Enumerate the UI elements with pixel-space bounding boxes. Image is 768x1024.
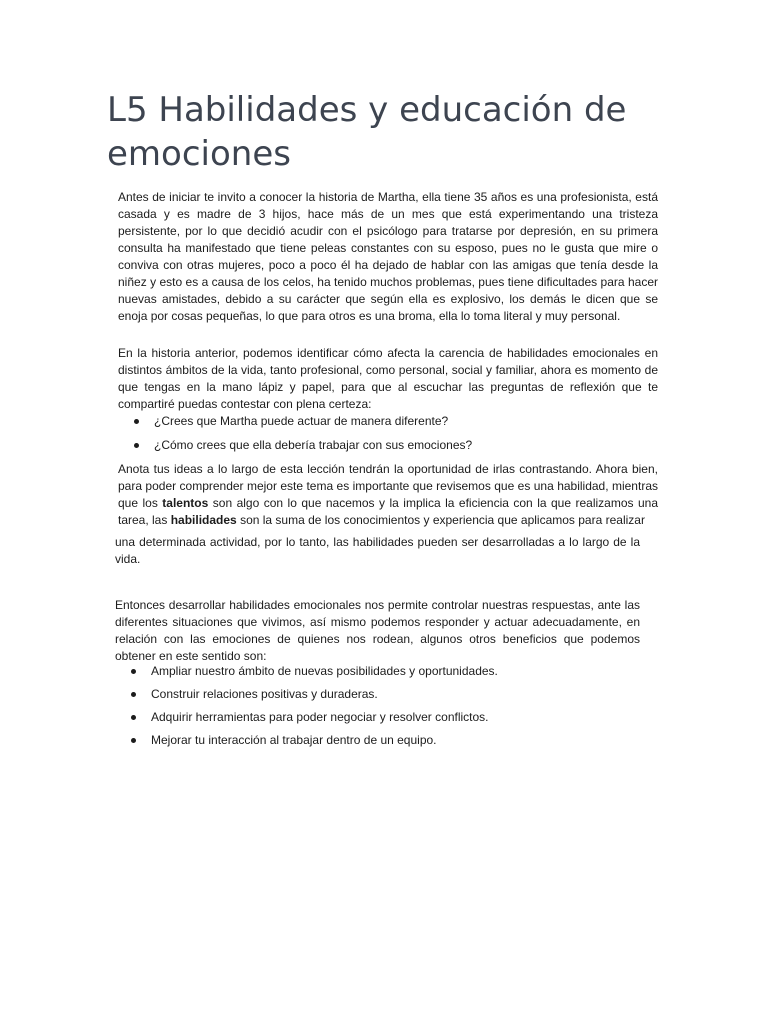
bullet-icon (134, 443, 139, 448)
reflection-questions-list (134, 413, 472, 461)
benefits-text-tail: en este sentido son: (159, 649, 267, 663)
definition-continuation: una determinada actividad, por lo tanto, las habilidades pueden ser desarrolladas a lo largo de la vida. (115, 535, 640, 566)
list-item (131, 709, 498, 726)
benefit-text: Ampliar nuestro ámbito de nuevas posibilidades y oportunidades. (151, 664, 498, 678)
benefit-text: Adquirir herramientas para poder negociar y resolver conflictos. (151, 710, 489, 724)
bullet-icon (131, 738, 136, 743)
list-item (134, 413, 472, 430)
benefits-paragraph (115, 597, 640, 665)
habilidades-term: habilidades (170, 513, 237, 527)
definition-text: son la suma de los conocimientos y experiencia que aplicamos para realizar (236, 513, 645, 527)
benefit-text: Mejorar tu interacción al trabajar dentro de un equipo. (151, 733, 437, 747)
benefits-text: Entonces desarrollar habilidades emocionales nos permite controlar nuestras respuestas, ante las diferentes situaciones que vivimos, así mismo podemos responder y actuar adecuadamente, en relación con las emociones de quienes nos rodean, algunos otros beneficios que podemos obtener (115, 598, 640, 663)
bullet-icon (131, 692, 136, 697)
list-item (131, 686, 498, 703)
list-item (131, 732, 498, 749)
page-title: L5 Habilidades y educación de emociones (107, 90, 627, 174)
definition-text: Anota tus ideas a lo largo de esta lección tendrán la oportunidad de irlas contrastando. Ahora bien, para poder comprender mejor este tema es importante que revisemos que es una habilidad, mientras que los (118, 462, 658, 510)
benefit-text: Construir relaciones positivas y duraderas. (151, 687, 378, 701)
list-item (134, 437, 472, 454)
intro-paragraph: Antes de iniciar te invito a conocer la historia de Martha, ella tiene 35 años es una profesionista, está casada y es madre de 3 hijos, hace más de un mes que está experimentando una tristeza persistente, por lo que decidió acudir con el psicólogo para tratarse por depresión, en su primera consulta ha manifestado que tiene peleas constantes con su esposo, pues no le gusta que mire o conviva con otras mujeres, poco a poco él ha dejado de hablar con las amigas que tenía desde la niñez y esto es a causa de los celos, ha tenido muchos problemas, pues tiene dificultades para hacer nuevas amistades, debido a su carácter que según ella es explosivo, los demás le dicen que se enoja por cosas pequeñas, lo que para otros es una broma, ella lo toma literal y muy personal. (118, 190, 658, 323)
bullet-icon (134, 419, 139, 424)
definition-paragraph (118, 461, 658, 529)
question-text: ¿Crees que Martha puede actuar de manera diferente? (154, 414, 449, 428)
definition-text: son algo con lo que nacemos y la implica la eficiencia con la que realizamos una tarea, las (118, 496, 659, 527)
reflection-paragraph: En la historia anterior, podemos identificar cómo afecta la carencia de habilidades emocionales en distintos ámbitos de la vida, tanto profesional, como personal, social y familiar, ahora es momento de que tengas en la mano lápiz y papel, para que al escuchar las preguntas de reflexión que te compartiré puedas contestar con plena certeza: (118, 346, 658, 411)
talentos-term: talentos (162, 496, 209, 510)
bullet-icon (131, 715, 136, 720)
benefits-list (131, 663, 498, 755)
question-text: ¿Cómo crees que ella debería trabajar con sus emociones? (154, 438, 473, 452)
bullet-icon (131, 669, 136, 674)
list-item (131, 663, 498, 680)
